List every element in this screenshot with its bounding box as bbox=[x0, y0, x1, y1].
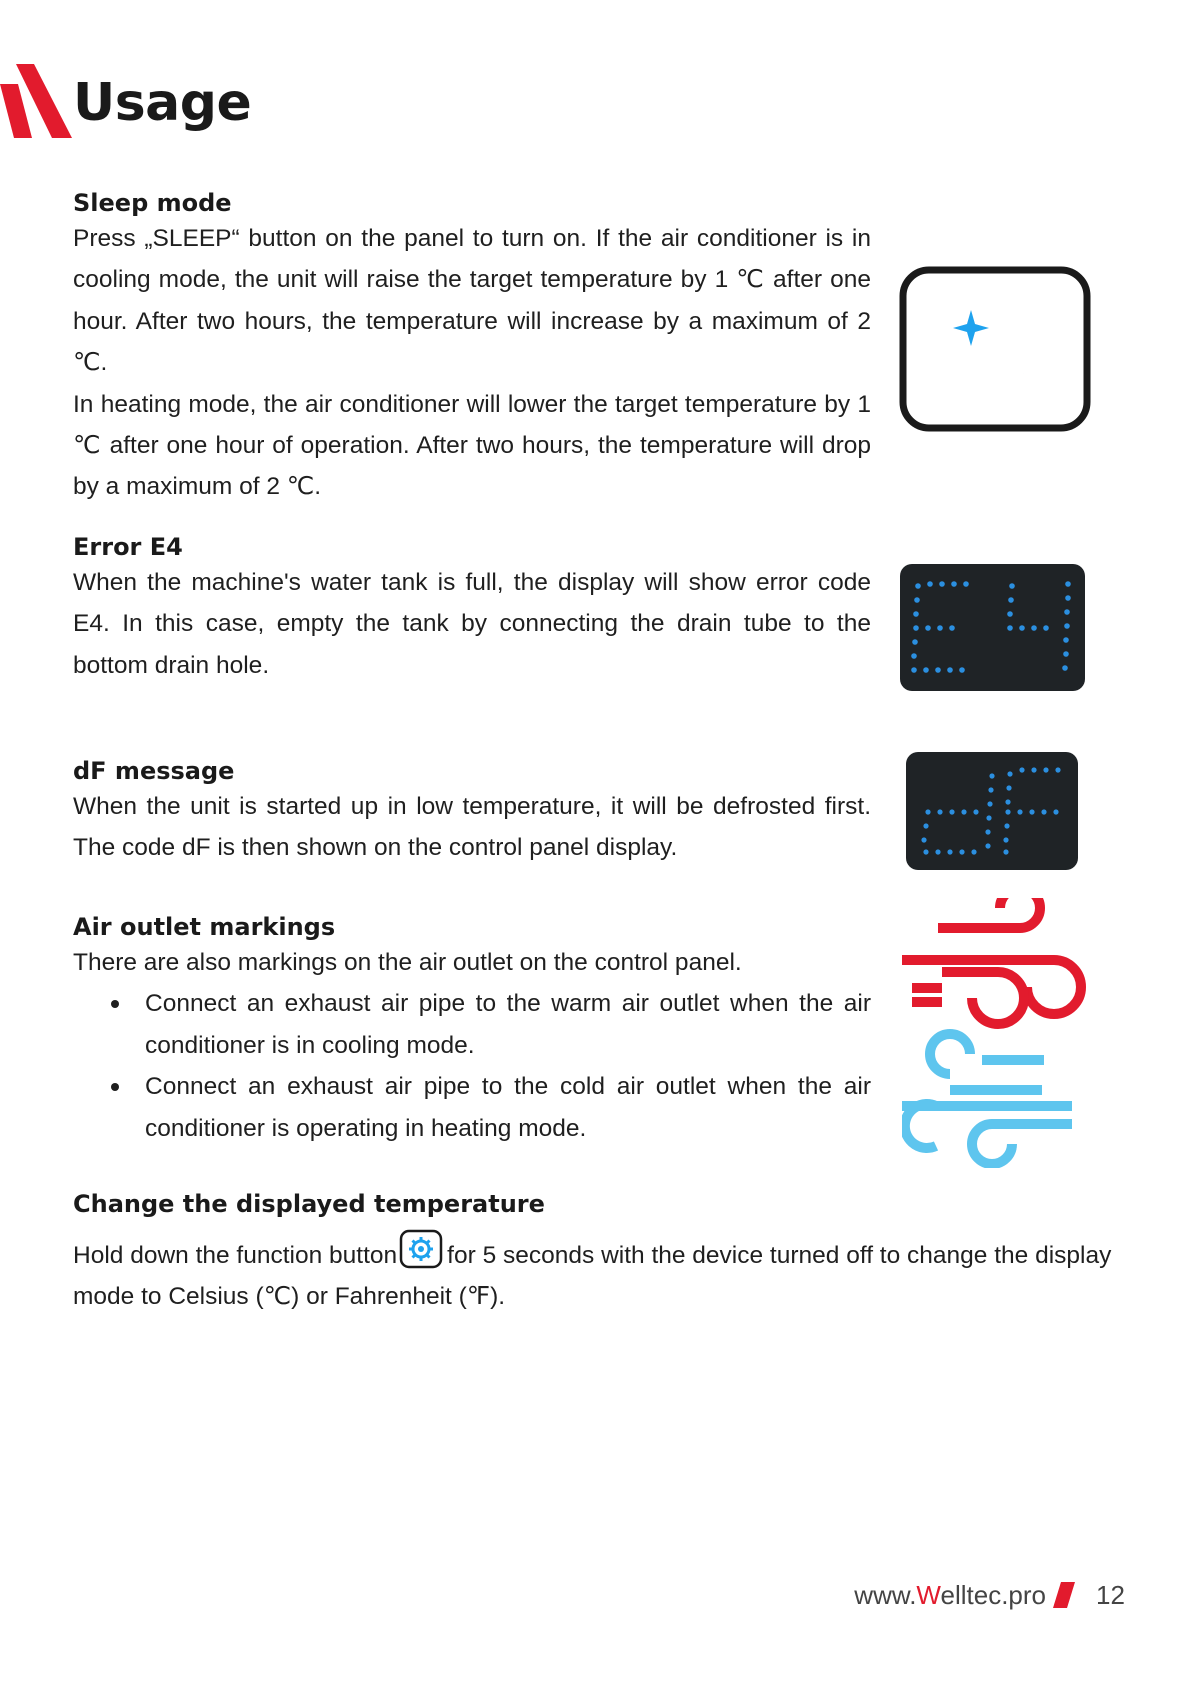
list-item-text: Connect an exhaust air pipe to the cold air outlet when the air conditioner is operating in heating mode. bbox=[145, 1073, 871, 1142]
list-item bbox=[73, 983, 871, 1066]
list-item-text: Connect an exhaust air pipe to the warm air outlet when the air conditioner is in cooling mode. bbox=[145, 990, 871, 1059]
section-heading: Error E4 bbox=[73, 533, 183, 561]
section-heading: dF message bbox=[73, 757, 235, 785]
footer-slash-icon bbox=[1053, 1582, 1075, 1608]
section-df-message bbox=[73, 756, 871, 869]
e4-display-icon bbox=[900, 564, 1085, 691]
bullet-dot bbox=[111, 1000, 119, 1008]
df-display-icon bbox=[906, 752, 1078, 870]
url-accent-letter: W bbox=[916, 1580, 941, 1610]
list-item bbox=[73, 1066, 871, 1149]
paragraph-text-after: for 5 seconds with the device turned off to change the display mode to Celsius (℃) or Fahrenheit (℉). bbox=[73, 1242, 1112, 1311]
paragraph-text-before: Hold down the function button bbox=[73, 1242, 398, 1269]
page-title: Usage bbox=[73, 73, 252, 133]
section-heading: Change the displayed temperature bbox=[73, 1190, 545, 1218]
section-error-e4 bbox=[73, 532, 871, 686]
paragraph bbox=[73, 1229, 1133, 1318]
section-heading: Sleep mode bbox=[73, 189, 232, 217]
paragraph: When the unit is started up in low temperature, it will be defrosted first. The code dF is then shown on the control panel display. bbox=[73, 793, 871, 862]
air-outlet-wind-icon bbox=[902, 898, 1090, 1168]
url-suffix: elltec.pro bbox=[940, 1580, 1046, 1610]
paragraph: Press „SLEEP“ button on the panel to turn on. If the air conditioner is in cooling mode, the unit will raise the target temperature by 1 ℃ after one hour. After two hours, the temperature will increase by a maximum of 2 ℃. bbox=[73, 225, 871, 377]
page-number: 12 bbox=[1096, 1580, 1125, 1610]
section-sleep-mode bbox=[73, 188, 871, 508]
section-change-temperature bbox=[73, 1189, 1133, 1318]
section-air-outlet bbox=[73, 912, 871, 1149]
url-prefix: www. bbox=[854, 1580, 917, 1610]
brand-logo-icon bbox=[0, 64, 72, 138]
section-heading: Air outlet markings bbox=[73, 913, 336, 941]
function-gear-icon bbox=[399, 1229, 443, 1269]
footer-website-link[interactable] bbox=[854, 1580, 1046, 1611]
moon-sleep-icon bbox=[899, 266, 1091, 432]
paragraph: There are also markings on the air outlet on the control panel. bbox=[73, 949, 742, 976]
bullet-list bbox=[73, 983, 871, 1149]
paragraph: In heating mode, the air conditioner will lower the target temperature by 1 ℃ after one hour of operation. After two hours, the temperature will drop by a maximum of 2 ℃. bbox=[73, 390, 871, 501]
bullet-dot bbox=[111, 1083, 119, 1091]
paragraph: When the machine's water tank is full, the display will show error code E4. In this case, empty the tank by connecting the drain tube to the bottom drain hole. bbox=[73, 569, 871, 679]
